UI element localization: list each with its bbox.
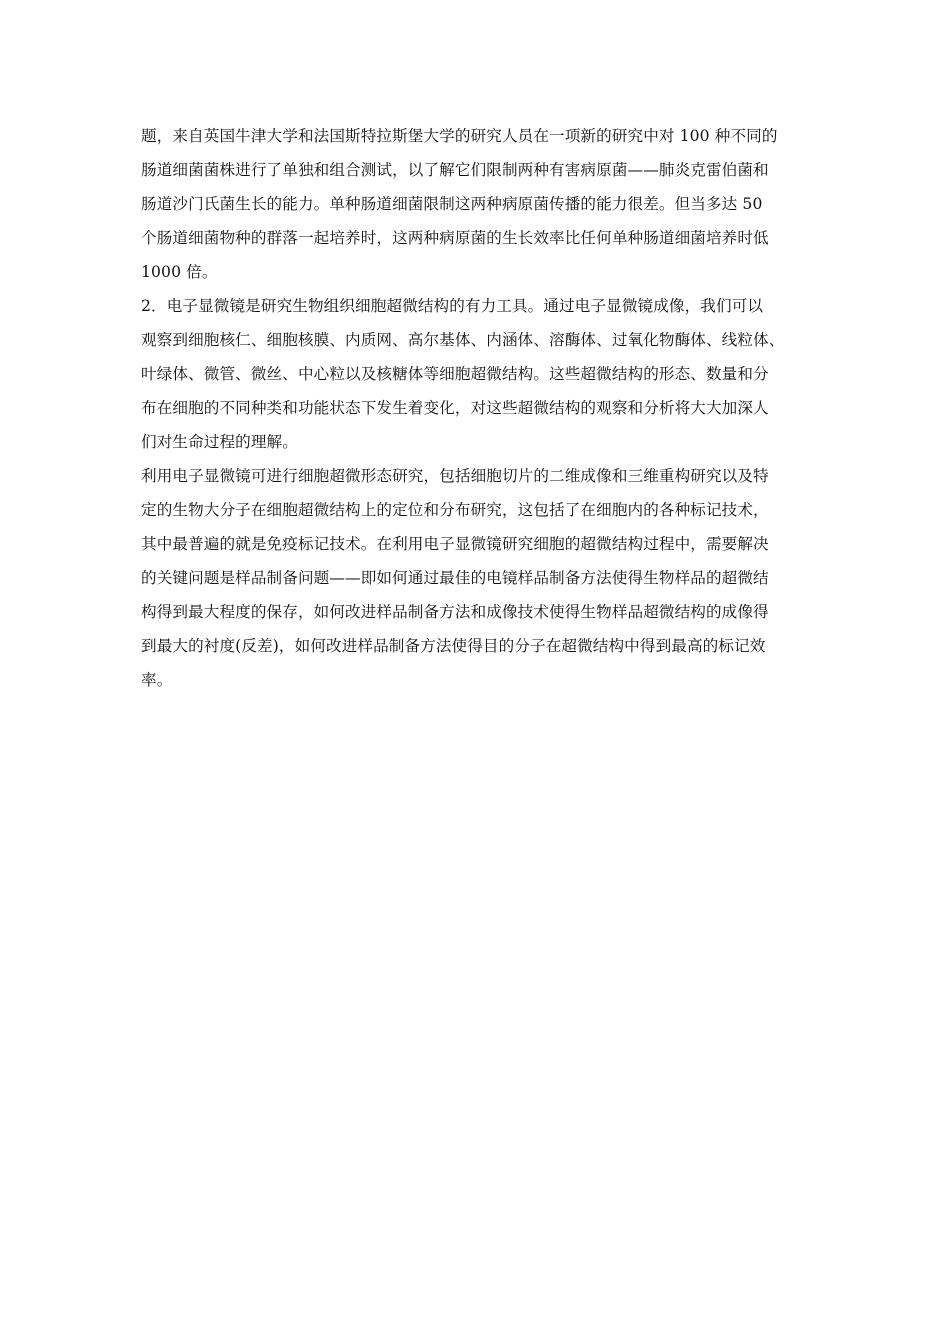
text-line: 其中最普遍的就是免疫标记技术。在利用电子显微镜研究细胞的超微结构过程中，需要解决 (141, 535, 769, 553)
text-line: 到最大的衬度(反差)，如何改进样品制备方法使得目的分子在超微结构中得到最高的标记效 (141, 637, 766, 655)
text-line: 2．电子显微镜是研究生物组织细胞超微结构的有力工具。通过电子显微镜成像，我们可以 (141, 297, 764, 315)
text-line: 肠道沙门氏菌生长的能力。单种肠道细菌限制这两种病原菌传播的能力很差。但当多达 50 (141, 195, 763, 213)
text-line: 利用电子显微镜可进行细胞超微形态研究，包括细胞切片的二维成像和三维重构研究以及特 (141, 467, 769, 485)
text-line: 观察到细胞核仁、细胞核膜、内质网、高尔基体、内涵体、溶酶体、过氧化物酶体、线粒体、 (141, 331, 785, 349)
text-line: 肠道细菌菌株进行了单独和组合测试，以了解它们限制两种有害病原菌——肺炎克雷伯菌和 (141, 161, 769, 179)
body-text (141, 119, 821, 697)
text-line: 布在细胞的不同种类和功能状态下发生着变化，对这些超微结构的观察和分析将大大加深人 (141, 399, 769, 417)
text-line: 们对生命过程的理解。 (141, 433, 298, 451)
text-line: 叶绿体、微管、微丝、中心粒以及核糖体等细胞超微结构。这些超微结构的形态、数量和分 (141, 365, 769, 383)
text-line: 个肠道细菌物种的群落一起培养时，这两种病原菌的生长效率比任何单种肠道细菌培养时低 (141, 229, 769, 247)
text-line: 1000 倍。 (141, 263, 218, 281)
text-line: 的关键问题是样品制备问题——即如何通过最佳的电镜样品制备方法使得生物样品的超微结 (141, 569, 769, 587)
text-line: 率。 (141, 671, 173, 689)
text-line: 题，来自英国牛津大学和法国斯特拉斯堡大学的研究人员在一项新的研究中对 100 种不同的 (141, 127, 778, 145)
text-line: 定的生物大分子在细胞超微结构上的定位和分布研究，这包括了在细胞内的各种标记技术， (141, 501, 769, 519)
text-line: 构得到最大程度的保存，如何改进样品制备方法和成像技术使得生物样品超微结构的成像得 (141, 603, 769, 621)
